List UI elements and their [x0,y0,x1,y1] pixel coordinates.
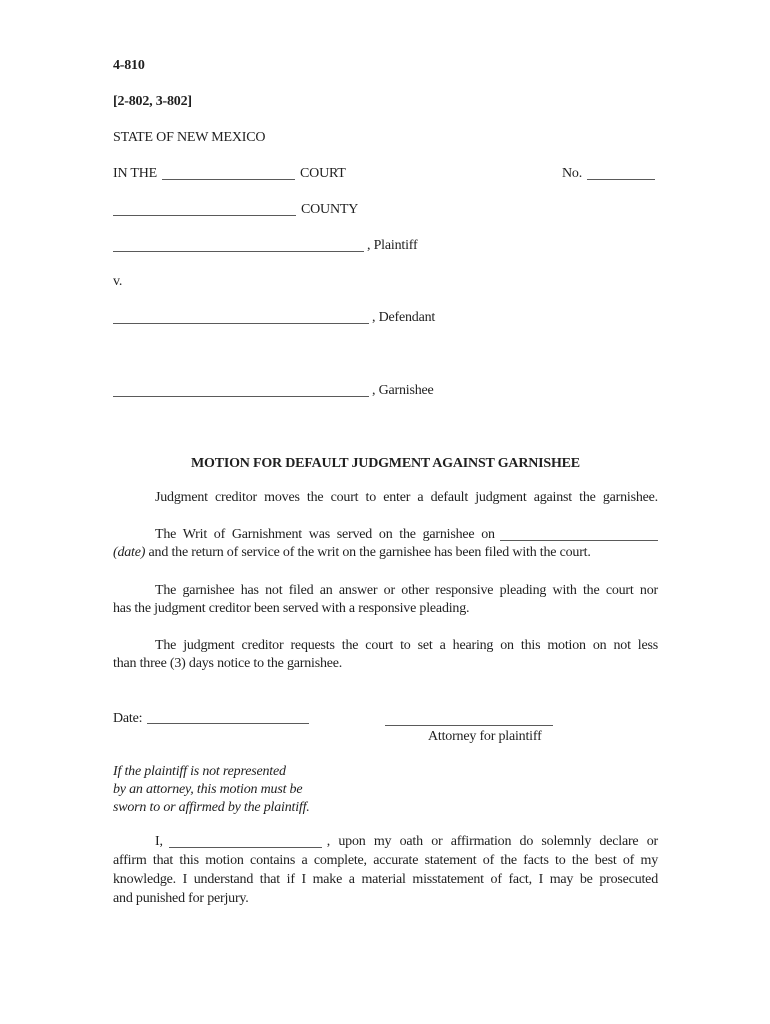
county-blank[interactable] [113,204,296,216]
date-served-blank[interactable] [500,529,658,541]
paragraph-no-answer-line1: The garnishee has not filed an answer or other responsive pleading with the court nor [155,582,658,598]
oath-line-3: knowledge. I understand that if I make a material misstatement of fact, I may be prosecuted [113,871,658,887]
rule-citation: [2-802, 3-802] [113,94,192,109]
document-title: MOTION FOR DEFAULT JUDGMENT AGAINST GARNISHEE [191,456,580,471]
garnishee-row [113,382,658,400]
plaintiff-note [113,763,658,817]
form-number: 4-810 [113,58,145,73]
oath-line1-text: , upon my oath or affirmation do solemnly declare or [326,833,658,849]
note-line-1: If the plaintiff is not represented [113,763,286,779]
state-caption: STATE OF NEW MEXICO [113,130,266,145]
paragraph-writ-line2 [113,544,658,563]
date-hint-italic: (date) [113,545,146,560]
defendant-row [113,309,658,327]
oath-line-1 [113,832,658,851]
court-name-blank[interactable] [162,168,295,180]
note-line-2: by an attorney, this motion must be [113,781,303,797]
defendant-label: , Defendant [372,310,436,325]
plaintiff-label: , Plaintiff [367,238,418,253]
note-line-3: sworn to or affirmed by the plaintiff. [113,799,310,815]
plaintiff-row [113,237,658,255]
paragraph-hearing-line2: than three (3) days notice to the garnishee. [113,656,343,671]
writ-return-text: and the return of service of the writ on the garnishee has been filed with the court. [148,545,591,560]
paragraph-hearing-line1: The judgment creditor requests the court to set a hearing on this motion on not less [155,637,658,653]
writ-served-text: The Writ of Garnishment was served on the garnishee on [155,526,495,542]
oath-i-label: I, [155,833,163,849]
county-label: COUNTY [301,202,359,217]
oath-line-4: and punished for perjury. [113,890,249,906]
garnishee-name-blank[interactable] [113,385,369,397]
oath-paragraph [113,832,658,908]
attorney-signature-blank[interactable] [385,714,553,726]
date-signature-row [113,710,658,728]
declarant-name-blank[interactable] [169,836,322,848]
paragraph-motion: Judgment creditor moves the court to enter a default judgment against the garnishee. [155,490,658,505]
case-number-label: No. [562,166,583,181]
form-content [113,57,658,908]
paragraph-no-answer-line2: has the judgment creditor been served with a responsive pleading. [113,601,470,616]
defendant-name-blank[interactable] [113,312,369,324]
garnishee-label: , Garnishee [372,383,434,398]
case-number-blank[interactable] [587,168,655,180]
case-number-group [562,165,655,183]
oath-line-2: affirm that this motion contains a complete, accurate statement of the facts to the best of my [113,852,658,868]
paragraph-writ-line1 [113,526,658,545]
attorney-label: Attorney for plaintiff [428,728,542,744]
in-the-label: IN THE [113,166,158,181]
date-label: Date: [113,710,143,726]
plaintiff-name-blank[interactable] [113,240,364,252]
date-signed-blank[interactable] [147,712,309,724]
county-row [113,201,658,219]
court-label: COURT [300,166,346,181]
court-caption-row [113,165,658,183]
versus-row: v. [113,274,123,289]
